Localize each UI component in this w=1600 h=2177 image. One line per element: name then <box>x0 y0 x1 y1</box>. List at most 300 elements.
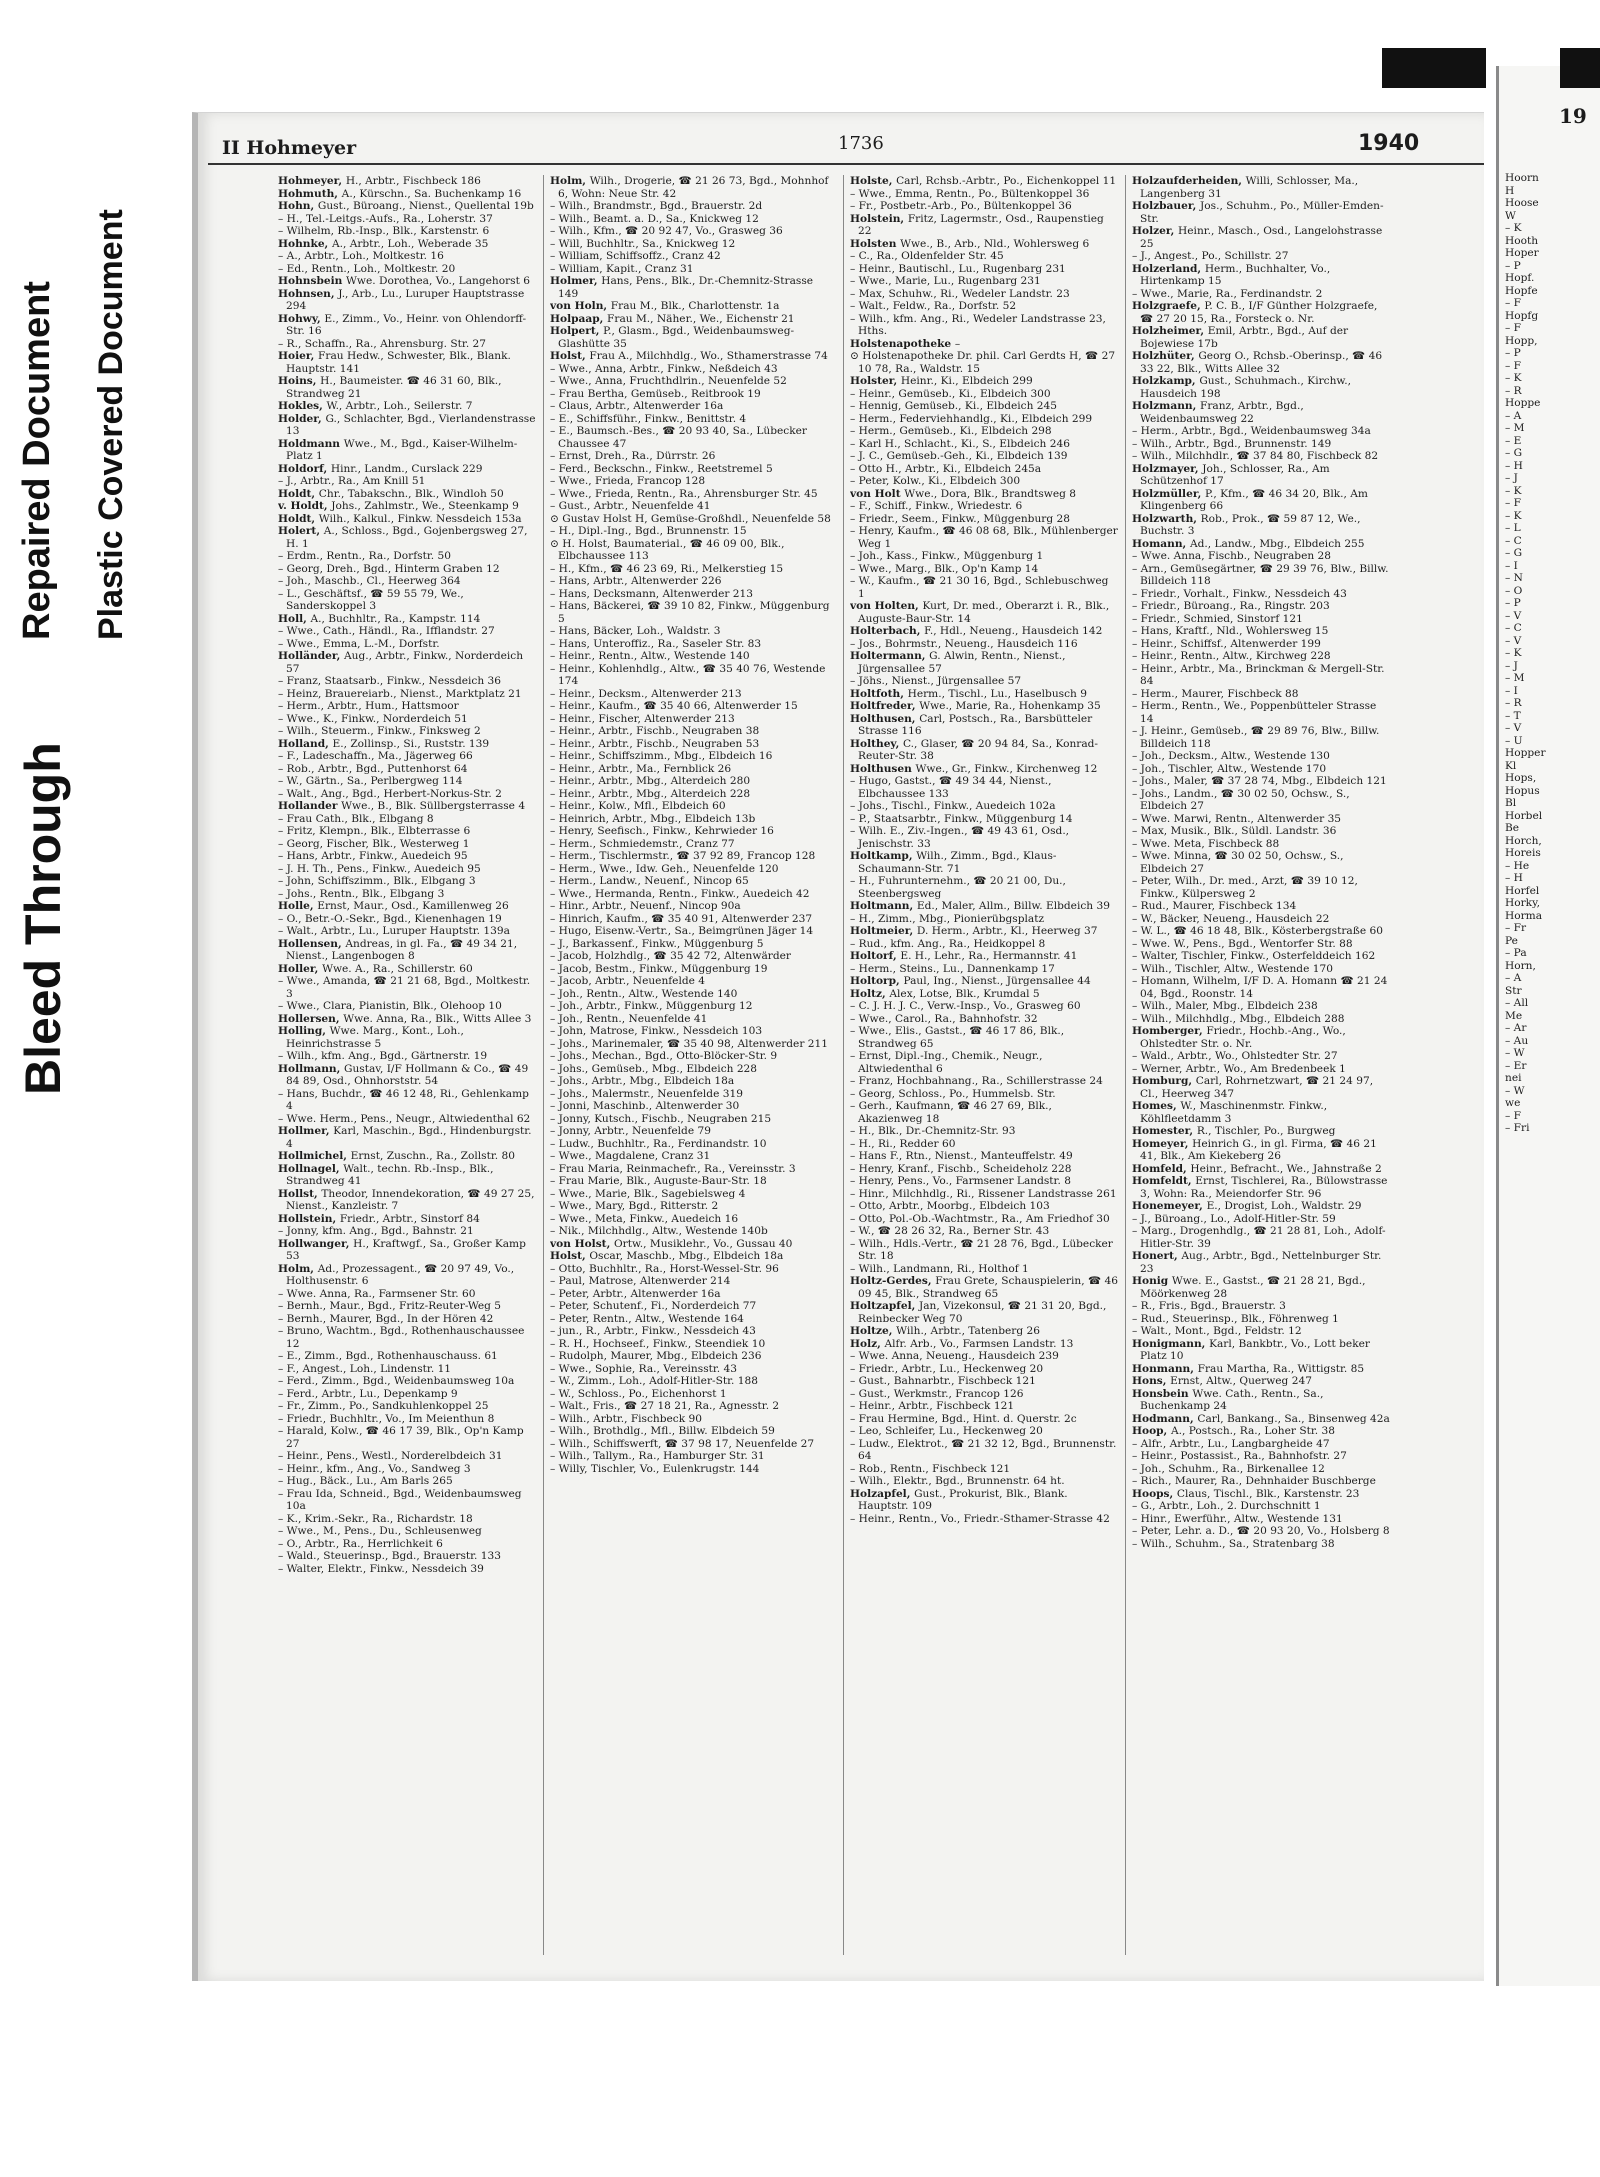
entry-details: – Erdm., Rentn., Ra., Dorfstr. 50 <box>278 550 451 562</box>
directory-entry <box>278 175 536 188</box>
directory-entry <box>1132 538 1392 551</box>
entry-details: – Wilh., Elektr., Bgd., Brunnenstr. 64 ht. <box>850 1475 1065 1487</box>
entry-details: – Joh., Arbtr., Finkw., Müggenburg 12 <box>550 1000 753 1012</box>
directory-entry <box>550 525 836 538</box>
directory-page <box>192 112 1484 1981</box>
directory-entry <box>1132 1075 1392 1100</box>
directory-entry <box>550 913 836 926</box>
directory-entry <box>278 825 536 838</box>
directory-entry <box>850 638 1118 651</box>
next-page-fragment: – V <box>1505 722 1522 734</box>
directory-entry <box>1132 1175 1392 1200</box>
entry-details: Wwe., B., Blk. Süllbergsterrasse 4 <box>341 800 526 812</box>
entry-surname: Holtorf, <box>850 950 901 962</box>
directory-entry <box>850 250 1118 263</box>
entry-details: ⊙ Gustav Holst H, Gemüse-Großhdl., Neuenfelde 58 <box>550 512 831 525</box>
entry-details: – Leo, Schleifer, Lu., Heckenweg 20 <box>850 1425 1043 1437</box>
directory-entry <box>278 750 536 763</box>
next-page-fragment: Horeis <box>1505 847 1541 859</box>
entry-details: – Wilh., kfm. Ang., Bgd., Gärtnerstr. 19 <box>278 1050 488 1062</box>
directory-entry <box>278 775 536 788</box>
directory-entry <box>1132 200 1392 225</box>
entry-details: Ernst, Tischlerei, Ra., Bülowstrasse 3, Wohn: Ra., Meiendorfer Str. 96 <box>1140 1175 1388 1200</box>
entry-details: Alex, Lotse, Blk., Krumdal 5 <box>889 987 1040 1000</box>
directory-entry <box>550 1275 836 1288</box>
entry-details: – Werner, Arbtr., Wo., Am Bredenbeek 1 <box>1132 1062 1346 1075</box>
directory-entry <box>1132 1375 1392 1388</box>
directory-entry <box>278 563 536 576</box>
entry-details: Wilh., Zimm., Bgd., Klaus-Schaumann-Str. 71 <box>858 850 1057 875</box>
entry-details: – Henry, Seefisch., Finkw., Kehrwieder 16 <box>550 825 774 837</box>
directory-entry <box>850 525 1118 550</box>
next-page-fragment: – V <box>1505 634 1522 647</box>
entry-details: – Wilh., Beamt. a. D., Sa., Knickweg 12 <box>550 212 759 225</box>
entry-details: – Ferd., Arbtr., Lu., Depenkamp 9 <box>278 1387 458 1400</box>
entry-surname: Holländer, <box>278 650 345 662</box>
entry-details: – Heinr., Arbtr., Fischbeck 121 <box>850 1400 1015 1412</box>
next-page-fragment: – M <box>1505 672 1525 684</box>
next-page-fragment: Horn, <box>1505 959 1536 972</box>
entry-details: – Wwe., Emma, Rentn., Po., Bültenkoppel 36 <box>850 187 1090 200</box>
entry-details: Oscar, Maschb., Mbg., Elbdeich 18a <box>589 1250 784 1262</box>
directory-entry <box>1132 613 1392 626</box>
entry-details: – Joh., Rentn., Altw., Westende 140 <box>550 987 738 1000</box>
entry-details: Ernst, Altw., Querweg 247 <box>1170 1375 1312 1387</box>
entry-details: Friedr., Hochb.-Ang., Wo., Ohlstedter Str. o. Nr. <box>1140 1025 1346 1050</box>
entry-surname: Honert, <box>1132 1250 1182 1262</box>
entry-details: – Karl H., Schlacht., Ki., S., Elbdeich 246 <box>850 437 1070 450</box>
entry-details: – Joh., Kass., Finkw., Müggenburg 1 <box>850 550 1044 562</box>
directory-entry <box>1132 1138 1392 1163</box>
entry-details: Wilh., Drogerie, ☎ 21 26 73, Bgd., Mohnhof 6, Wohn: Neue Str. 42 <box>558 175 829 200</box>
entry-surname: Holdt, <box>278 487 319 500</box>
entry-details: – Herm., Tischlermstr., ☎ 37 92 89, Francop 128 <box>550 850 816 862</box>
directory-entry <box>1132 1500 1392 1513</box>
next-page-fragment: – All <box>1505 997 1529 1009</box>
entry-details: – Peter, Rentn., Altw., Westende 164 <box>550 1312 744 1325</box>
directory-entry <box>1132 775 1392 788</box>
directory-entry <box>1132 438 1392 451</box>
directory-entry <box>850 650 1118 675</box>
directory-entry <box>278 938 536 963</box>
entry-details: – F., Angest., Loh., Lindenstr. 11 <box>278 1362 452 1375</box>
directory-entry <box>1132 325 1392 350</box>
entry-details: – O., Arbtr., Ra., Herrlichkeit 6 <box>278 1537 443 1550</box>
entry-details: – Wwe. Anna, Fischb., Neugraben 28 <box>1132 550 1332 562</box>
next-page-fragment: – Er <box>1505 1059 1527 1072</box>
entry-details: E., Zimm., Vo., Heinr. von Ohlendorff-Str. 16 <box>286 312 527 337</box>
entry-details: – Gust., Bahnarbtr., Fischbeck 121 <box>850 1375 1036 1387</box>
directory-entry <box>550 488 836 501</box>
entry-details: – Friedr., Büroang., Ra., Ringstr. 203 <box>1132 600 1330 612</box>
directory-entry <box>850 1300 1118 1325</box>
directory-entry <box>1132 350 1392 375</box>
directory-entry <box>278 1000 536 1013</box>
entry-details: – Wwe., K., Finkw., Norderdeich 51 <box>278 712 468 725</box>
entry-details: – Harald, Kolw., ☎ 46 17 39, Blk., Op'n Kamp 27 <box>278 1425 524 1450</box>
entry-details: Aug., Arbtr., Bgd., Nettelnburger Str. 23 <box>1140 1250 1382 1275</box>
directory-entry <box>550 1025 836 1038</box>
entry-surname: Holling, <box>278 1025 330 1037</box>
directory-entry <box>278 1225 536 1238</box>
directory-entry <box>278 713 536 726</box>
entry-details: – Rob., Rentn., Fischbeck 121 <box>850 1462 1011 1475</box>
entry-details: – jun., R., Arbtr., Finkw., Nessdeich 43 <box>550 1325 756 1337</box>
entry-details: Wwe., Gr., Finkw., Kirchenweg 12 <box>915 762 1098 775</box>
directory-entry <box>850 1000 1118 1013</box>
entry-details: – Heinr., Kohlenhdlg., Altw., ☎ 35 40 76, Westende 174 <box>550 662 826 687</box>
directory-entry <box>278 1463 536 1476</box>
directory-entry <box>850 1325 1118 1338</box>
entry-details: – Gust., Werkmstr., Francop 126 <box>850 1387 1024 1400</box>
directory-entry <box>550 1450 836 1463</box>
directory-entry <box>1132 1475 1392 1488</box>
next-page-fragment: nei <box>1505 1072 1522 1084</box>
next-page-fragment: – J <box>1505 472 1518 484</box>
directory-entry <box>278 1550 536 1563</box>
directory-entry <box>550 175 836 200</box>
directory-entry <box>550 863 836 876</box>
directory-entry <box>1132 463 1392 488</box>
directory-entry <box>850 1275 1118 1300</box>
entry-details: Gustav, I/F Hollmann & Co., ☎ 49 84 89, Osd., Ohnhorststr. 54 <box>286 1062 529 1087</box>
directory-entry <box>850 1438 1118 1463</box>
entry-surname: Holz, <box>850 1337 885 1350</box>
directory-entry <box>550 1100 836 1113</box>
directory-entry <box>850 1400 1118 1413</box>
entry-details: – Wilh., Arbtr., Bgd., Brunnenstr. 149 <box>1132 437 1332 450</box>
directory-entry <box>278 625 536 638</box>
directory-entry <box>550 325 836 350</box>
directory-column-4 <box>1132 175 1392 1955</box>
next-page-fragment: Hoppe <box>1505 397 1541 409</box>
directory-entry <box>1132 1063 1392 1076</box>
directory-entry <box>550 1288 836 1301</box>
entry-details: – Johs., Landm., ☎ 30 02 50, Ochsw., S., Elbdeich 27 <box>1132 787 1350 812</box>
next-page-fragment: – P <box>1505 347 1521 359</box>
directory-entry <box>278 225 536 238</box>
entry-details: – Johs., Gemüseb., Mbg., Elbdeich 228 <box>550 1062 758 1075</box>
entry-surname: Hohmeyer, <box>278 175 346 187</box>
entry-details: – Wwe., Cath., Händl., Ra., Ifflandstr. 27 <box>278 625 495 637</box>
entry-details: Frau M., Blk., Charlottenstr. 1a <box>610 300 780 312</box>
entry-details: – Herm., Wwe., Idw. Geh., Neuenfelde 120 <box>550 862 779 875</box>
directory-entry <box>550 588 836 601</box>
entry-details: H., Kraftwgf., Sa., Großer Kamp 53 <box>286 1237 526 1262</box>
directory-entry <box>1132 938 1392 951</box>
entry-details: – Frau Cath., Blk., Elbgang 8 <box>278 812 434 825</box>
entry-details: – Friedr., Vorhalt., Finkw., Nessdeich 43 <box>1132 587 1347 600</box>
directory-entry <box>278 1263 536 1288</box>
entry-details: – Henry, Pens., Vo., Farmsener Landstr. 8 <box>850 1175 1071 1187</box>
entry-details: – John, Schiffszimm., Blk., Elbgang 3 <box>278 875 476 887</box>
directory-entry <box>1132 813 1392 826</box>
next-page-fragment: Kl <box>1505 759 1517 772</box>
directory-entry <box>550 688 836 701</box>
entry-surname: Hollensen, <box>278 937 346 950</box>
directory-entry <box>850 1425 1118 1438</box>
entry-details: Heinr., Ki., Elbdeich 299 <box>900 375 1033 387</box>
entry-details: – Bernh., Maur., Bgd., Fritz-Reuter-Weg 5 <box>278 1300 502 1312</box>
directory-entry <box>1132 1438 1392 1451</box>
directory-entry <box>550 1125 836 1138</box>
directory-entry <box>278 688 536 701</box>
entry-surname: Hohnsbein <box>278 275 347 287</box>
directory-entry <box>850 625 1118 638</box>
directory-entry <box>850 950 1118 963</box>
entry-details: – Hans, Unteroffiz., Ra., Saseler Str. 83 <box>550 637 762 650</box>
entry-details: Heinrich G., in gl. Firma, ☎ 46 21 41, Blk., Am Kiekeberg 26 <box>1140 1137 1377 1162</box>
entry-details: R., Tischler, Po., Burgweg <box>1196 1125 1336 1137</box>
directory-entry <box>278 1450 536 1463</box>
next-page-fragment: – L <box>1505 522 1521 534</box>
directory-entry <box>850 438 1118 451</box>
directory-entry <box>278 1025 536 1050</box>
entry-details: – Heinr., Arbtr., Ma., Fernblick 26 <box>550 762 732 775</box>
directory-entry <box>278 1063 536 1088</box>
entry-surname: Hoins, <box>278 375 321 387</box>
scan-edge-marker <box>1560 48 1600 88</box>
entry-details: – J. C., Gemüseb.-Geh., Ki., Elbdeich 139 <box>850 450 1068 462</box>
directory-entry <box>850 1050 1118 1075</box>
next-page-fragment: – E <box>1505 434 1522 447</box>
directory-entry <box>278 863 536 876</box>
directory-entry <box>278 1525 536 1538</box>
entry-details: – Hugo, Gastst., ☎ 49 34 44, Nienst., Elbchaussee 133 <box>850 775 1052 800</box>
entry-details: – Wwe., Hermanda, Rentn., Finkw., Auedeich 42 <box>550 887 810 900</box>
entry-details: Gust., Schuhmach., Kirchw., Hausdeich 198 <box>1140 375 1351 400</box>
directory-entry <box>278 1475 536 1488</box>
directory-entry <box>850 413 1118 426</box>
directory-entry <box>1132 450 1392 463</box>
entry-details: – C. J. H. J. C., Verw.-Insp., Vo., Grasweg 60 <box>850 1000 1081 1012</box>
entry-details: Ad., Prozessagent., ☎ 20 97 49, Vo., Holthusenstr. 6 <box>286 1262 515 1287</box>
entry-details: – Hans, Bäckerei, ☎ 39 10 82, Finkw., Müggenburg 5 <box>550 600 830 625</box>
entry-details: – Hans, Arbtr., Altenwerder 226 <box>550 575 722 587</box>
directory-entry <box>1132 913 1392 926</box>
directory-entry <box>1132 1100 1392 1125</box>
entry-surname: Hollander <box>278 800 342 812</box>
next-page-fragment: – O <box>1505 584 1523 597</box>
next-page-fragment: – U <box>1505 734 1523 747</box>
entry-details: – Wilh., Schuhm., Sa., Stratenbarg 38 <box>1132 1537 1335 1550</box>
entry-surname: Holtze, <box>850 1325 897 1337</box>
entry-details: – Rob., Arbtr., Bgd., Puttenhorst 64 <box>278 762 468 775</box>
entry-details: – Joh., Tischler, Altw., Westende 170 <box>1132 762 1327 775</box>
entry-surname: von Holt <box>850 487 905 500</box>
entry-details: – Wwe., Elis., Gastst., ☎ 46 17 86, Blk., Strandweg 65 <box>850 1025 1065 1050</box>
entry-details: – Frau Bertha, Gemüseb., Reitbrook 19 <box>550 387 761 400</box>
directory-entry <box>550 800 836 813</box>
entry-details: W., Arbtr., Loh., Seilerstr. 7 <box>326 400 473 412</box>
directory-entry <box>550 1113 836 1126</box>
entry-details: – E., Schiffsführ., Finkw., Benittstr. 4 <box>550 412 747 425</box>
directory-entry <box>550 1263 836 1276</box>
directory-entry <box>850 1200 1118 1213</box>
entry-details: – Johs., Marinemaler, ☎ 35 40 98, Altenwerder 211 <box>550 1037 828 1050</box>
entry-surname: Hollmichel, <box>278 1150 351 1162</box>
directory-entry <box>850 1175 1118 1188</box>
entry-details: – Wilh., Steuerm., Finkw., Finksweg 2 <box>278 725 481 737</box>
directory-entry <box>278 1425 536 1450</box>
entry-details: – Wwe., Magdalene, Cranz 31 <box>550 1150 711 1162</box>
directory-entry <box>550 1138 836 1151</box>
directory-entry <box>550 1238 836 1251</box>
entry-details: – R. H., Hochseef., Finkw., Steendiek 10 <box>550 1337 766 1350</box>
entry-details: – Ferd., Zimm., Bgd., Weidenbaumsweg 10a <box>278 1375 515 1387</box>
entry-details: – Heinr., Kaufm., ☎ 35 40 66, Altenwerder 15 <box>550 700 798 712</box>
column-divider <box>1125 175 1126 1955</box>
directory-entry <box>550 1163 836 1176</box>
entry-details: – Heinr., Rentn., Vo., Friedr.-Sthamer-Strasse 42 <box>850 1512 1110 1525</box>
directory-entry <box>550 713 836 726</box>
entry-surname: Honigmann, <box>1132 1337 1210 1350</box>
directory-entry <box>550 938 836 951</box>
entry-details: Heinr., Befracht., We., Jahnstraße 2 <box>1190 1162 1382 1175</box>
directory-entry <box>850 1013 1118 1026</box>
entry-details: Carl, Postsch., Ra., Barsbütteler Strasse 116 <box>858 712 1093 737</box>
entry-details: – Wald., Steuerinsp., Bgd., Brauerstr. 133 <box>278 1550 502 1562</box>
directory-entry <box>850 1025 1118 1050</box>
directory-entry <box>278 738 536 751</box>
entry-details: – Friedr., Schmied, Sinstorf 121 <box>1132 612 1303 625</box>
entry-details: – W., Bäcker, Neueng., Hausdeich 22 <box>1132 912 1330 925</box>
directory-entry <box>1132 425 1392 438</box>
entry-details: – Heinr., Kolw., Mfl., Elbdeich 60 <box>550 800 726 812</box>
directory-entry <box>550 988 836 1001</box>
directory-entry <box>550 1075 836 1088</box>
directory-entry <box>850 1463 1118 1476</box>
entry-surname: Holm, <box>278 1262 318 1275</box>
entry-details: – Heinr., kfm., Ang., Vo., Sandweg 3 <box>278 1462 471 1475</box>
entry-details: – Jonni, Maschinb., Altenwerder 30 <box>550 1100 740 1112</box>
directory-entry <box>850 938 1118 951</box>
next-page-fragment: – Ar <box>1505 1022 1527 1034</box>
directory-entry <box>1132 588 1392 601</box>
directory-entry <box>550 1088 836 1101</box>
directory-entry <box>1132 838 1392 851</box>
entry-details: – Otto, Arbtr., Moorbg., Elbdeich 103 <box>850 1200 1050 1212</box>
directory-entry <box>278 913 536 926</box>
directory-entry <box>550 975 836 988</box>
entry-details: Wwe. Marg., Kont., Loh., Heinrichstrasse 5 <box>286 1025 464 1050</box>
entry-details: Wilh., Kalkul., Finkw. Nessdeich 153a <box>318 512 522 525</box>
directory-column-2 <box>550 175 836 1955</box>
entry-surname: von Holten, <box>850 600 923 612</box>
entry-details: – Wilh., Schiffswerft, ☎ 37 98 17, Neuenfelde 27 <box>550 1437 815 1450</box>
entry-details: – E., Baumsch.-Bes., ☎ 20 93 40, Sa., Lübecker Chaussee 47 <box>550 425 807 450</box>
directory-entry <box>550 1325 836 1338</box>
entry-details: – H., Dipl.-Ing., Bgd., Brunnenstr. 15 <box>550 525 747 537</box>
directory-entry <box>278 850 536 863</box>
next-page-fragment: Hooth <box>1505 234 1539 247</box>
entry-surname: Homes, <box>1132 1100 1181 1112</box>
directory-entry <box>850 1163 1118 1176</box>
next-page-fragment: Str <box>1505 984 1522 997</box>
entry-details: – Wwe., Clara, Pianistin, Blk., Olehoop 10 <box>278 1000 502 1012</box>
entry-surname: Hollst, <box>278 1187 322 1200</box>
next-page-fragment: – F <box>1505 359 1522 372</box>
directory-entry <box>550 638 836 651</box>
next-page-fragment: – He <box>1505 859 1530 872</box>
directory-entry <box>550 813 836 826</box>
directory-entry <box>550 388 836 401</box>
entry-details: Heinr., Masch., Osd., Langelohstrasse 25 <box>1140 225 1383 250</box>
entry-details: – Max, Musik., Blk., Süldl. Landstr. 36 <box>1132 825 1337 837</box>
directory-entry <box>850 263 1118 276</box>
directory-entry <box>1132 663 1392 688</box>
entry-details: – R., Schaffn., Ra., Ahrensburg. Str. 27 <box>278 337 487 350</box>
entry-details: Kurt, Dr. med., Oberarzt i. R., Blk., Auguste-Baur-Str. 14 <box>858 600 1110 625</box>
next-page-fragment: – C <box>1505 622 1522 634</box>
entry-details: – Herm., Maurer, Fischbeck 88 <box>1132 687 1299 700</box>
directory-entry <box>278 200 536 213</box>
directory-entry <box>550 500 836 513</box>
entry-details: – Wilh., Tischler, Altw., Westende 170 <box>1132 962 1333 975</box>
directory-entry <box>550 1300 836 1313</box>
entry-details: – Wwe. Meta, Fischbeck 88 <box>1132 837 1280 850</box>
entry-surname: Honmann, <box>1132 1362 1198 1375</box>
directory-entry <box>278 675 536 688</box>
directory-entry <box>1132 1250 1392 1275</box>
entry-details: – William, Kapit., Cranz 31 <box>550 262 694 275</box>
entry-details: – Wwe. Herm., Pens., Neugr., Altwiedenthal 62 <box>278 1112 531 1125</box>
directory-entry <box>278 1388 536 1401</box>
entry-details: – Johs., Maler, ☎ 37 28 74, Mbg., Elbdeich 121 <box>1132 775 1387 787</box>
directory-entry <box>850 1413 1118 1426</box>
entry-details: – Walt., Feldw., Ra., Dorfstr. 52 <box>850 300 1017 312</box>
directory-entry <box>1132 725 1392 750</box>
entry-details: – Wwe., Frieda, Francop 128 <box>550 475 706 487</box>
directory-entry <box>850 1475 1118 1488</box>
entry-surname: Holstein, <box>850 212 908 225</box>
entry-details: – Wwe., Sophie, Ra., Vereinsstr. 43 <box>550 1362 737 1375</box>
next-page-fragment: – A <box>1505 409 1522 422</box>
directory-entry <box>850 200 1118 213</box>
directory-entry <box>550 213 836 226</box>
entry-details: – Heinr., Rentn., Altw., Westende 140 <box>550 650 750 662</box>
directory-entry <box>850 400 1118 413</box>
directory-entry <box>850 1263 1118 1276</box>
next-page-edge <box>1496 66 1600 1986</box>
entry-details: – Ludw., Elektrot., ☎ 21 32 12, Bgd., Brunnenstr. 64 <box>850 1437 1117 1462</box>
entry-details: A., Schloss., Bgd., Gojenbergsweg 27, H. 1 <box>286 525 528 550</box>
entry-surname: Holthey, <box>850 737 903 750</box>
directory-entry <box>278 813 536 826</box>
directory-entry <box>550 925 836 938</box>
directory-entry <box>278 263 536 276</box>
entry-details: Karl, Bankbtr., Vo., Lott beker Platz 10 <box>1140 1337 1370 1362</box>
bleed-through-label: Bleed Through <box>15 742 71 1095</box>
entry-details: – W., Zimm., Loh., Adolf-Hitler-Str. 188 <box>550 1375 758 1387</box>
entry-surname: Holzmüller, <box>1132 487 1206 500</box>
entry-details: Frau Hedw., Schwester, Blk., Blank. Hauptstr. 141 <box>286 350 511 375</box>
directory-entry <box>850 1388 1118 1401</box>
entry-details: – P., Staatsarbtr., Finkw., Müggenburg 14 <box>850 812 1073 825</box>
directory-entry <box>850 1363 1118 1376</box>
entry-surname: Homann, <box>1132 537 1190 550</box>
entry-details: – Arn., Gemüsegärtner, ☎ 29 39 76, Blw., Billw. Billdeich 118 <box>1132 562 1389 587</box>
entry-surname: Holzwarth, <box>1132 512 1201 525</box>
directory-entry <box>550 225 836 238</box>
directory-entry <box>1132 513 1392 538</box>
entry-details: – Friedr., Arbtr., Lu., Heckenweg 20 <box>850 1362 1044 1375</box>
next-page-fragment: Pe <box>1505 934 1518 947</box>
next-page-fragment: Horky, <box>1505 897 1541 909</box>
directory-entry <box>550 375 836 388</box>
entry-details: – W., ☎ 28 26 32, Ra., Berner Str. 43 <box>850 1225 1050 1237</box>
next-page-fragment: – K <box>1505 647 1522 659</box>
